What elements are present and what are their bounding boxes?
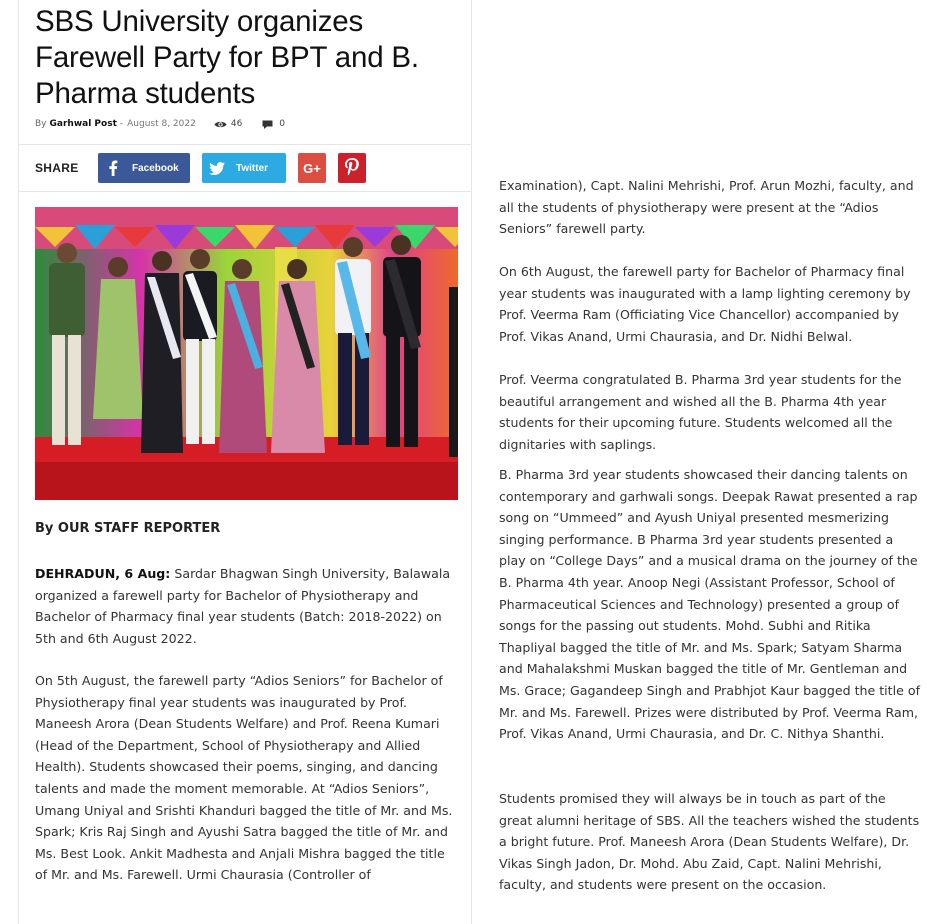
author-link[interactable]: Garhwal Post	[49, 119, 117, 129]
article-photo	[35, 207, 458, 500]
facebook-share-button[interactable]	[98, 153, 190, 183]
publish-date: August 8, 2022	[127, 119, 196, 129]
comments-value: 0	[279, 119, 286, 129]
twitter-label: Twitter	[236, 162, 269, 174]
google-plus-icon: G+	[303, 160, 321, 176]
article-title: SBS University organizes Farewell Party for BPT and B. Pharma students	[35, 5, 419, 110]
paragraph-1-text: Sardar Bhagwan Singh University, Balawala organized a farewell party for Bachelor of Physiotherapy and Bachelor of Pharmacy final year students (Batch: 2018-2022) on 5th and 6th August 2022.	[35, 566, 451, 646]
pinterest-icon	[345, 158, 359, 179]
article-paragraph-2: On 5th August, the farewell party “Adios Seniors” for Bachelor of Physiotherapy final year students was inaugurated by Prof. Maneesh Arora (Dean Students Welfare) and Prof. Reena Kumari (Head of the Department, School of Physiotherapy and Allied Health). Students showcased their poems, singing, and dancing talents and made the moment memorable. At “Adios Seniors”, Umang Uniyal and Srishti Khanduri bagged the title of Mr. and Ms. Spark; Kris Raj Singh and Ayushi Satra bagged the title of Mr. and Ms. Best Look. Ankit Madhesta and Anjali Mishra bagged the title of Mr. and Ms. Farewell. Urmi Chaurasia (Controller of	[35, 673, 453, 883]
article-paragraph-1	[35, 563, 460, 649]
comment-icon	[262, 120, 273, 129]
meta-separator: -	[119, 119, 124, 129]
views-value: 46	[230, 119, 243, 129]
dateline: DEHRADUN, 6 Aug:	[35, 566, 171, 581]
article-paragraph-4: On 6th August, the farewell party for Bachelor of Pharmacy final year students was inaugurated with a lamp lighting ceremony by Prof. Veerma Ram (Officiating Vice Chancellor) accompanied by Prof. Vikas Anand, Urmi Chaurasia, and Dr. Nidhi Belwal.	[499, 264, 911, 344]
pinterest-share-button[interactable]	[338, 153, 366, 183]
facebook-label: Facebook	[132, 162, 179, 174]
meta-by: By	[35, 119, 47, 129]
article-byline: By OUR STAFF REPORTER	[35, 521, 221, 536]
facebook-icon	[98, 153, 128, 183]
share-label: SHARE	[35, 161, 79, 175]
views-count	[214, 119, 242, 129]
twitter-share-button[interactable]	[202, 153, 286, 183]
article-paragraph-6: B. Pharma 3rd year students showcased their dancing talents on contemporary and garhwali songs. Deepak Rawat presented a rap song on “Ummeed” and Ayush Uniyal presented mesmerizing singing performance. B Pharma 3rd year students presented a play on “College Days” and a musical drama on the journey of the B. Pharma 4th year. Anoop Negi (Assistant Professor, School of Pharmaceutical Sciences and Technology) presented a group of songs for the passing out students. Mohd. Subhi and Ritika Thapliyal bagged the title of Mr. and Ms. Spark; Satyam Sharma and Mahalakshmi Muskan bagged the title of Mr. Gentleman and Ms. Grace; Gagandeep Singh and Prabhjot Kaur bagged the title of Mr. and Ms. Farewell. Prizes were distributed by Prof. Veerma Ram, Prof. Vikas Anand, Urmi Chaurasia, and Dr. C. Nithya Shanthi.	[499, 467, 920, 742]
farewell-group-photo	[35, 207, 458, 500]
article-paragraph-5: Prof. Veerma congratulated B. Pharma 3rd year students for the beautiful arrangement and wished all the B. Pharma 4th year students for their upcoming future. Students welcomed all the dignitaries with saplings.	[499, 372, 902, 452]
comments-count[interactable]	[262, 119, 285, 129]
article-paragraph-3: Examination), Capt. Nalini Mehrishi, Prof. Arun Mozhi, faculty, and all the students of physiotherapy were present at the “Adios Seniors” farewell party.	[499, 178, 914, 237]
twitter-icon	[202, 153, 232, 183]
article-meta	[35, 119, 285, 129]
google-plus-share-button[interactable]	[298, 153, 326, 183]
article-left-column	[18, 0, 472, 924]
share-bar	[19, 144, 472, 192]
article-paragraph-7: Students promised they will always be in touch as part of the great alumni heritage of SBS. All the teachers wished the students a bright future. Prof. Maneesh Arora (Dean Students Welfare), Dr. Vikas Singh Jadon, Dr. Mohd. Abu Zaid, Capt. Nalini Mehrishi, faculty, and students were present on the occasion.	[499, 791, 920, 893]
eye-icon	[214, 120, 227, 129]
